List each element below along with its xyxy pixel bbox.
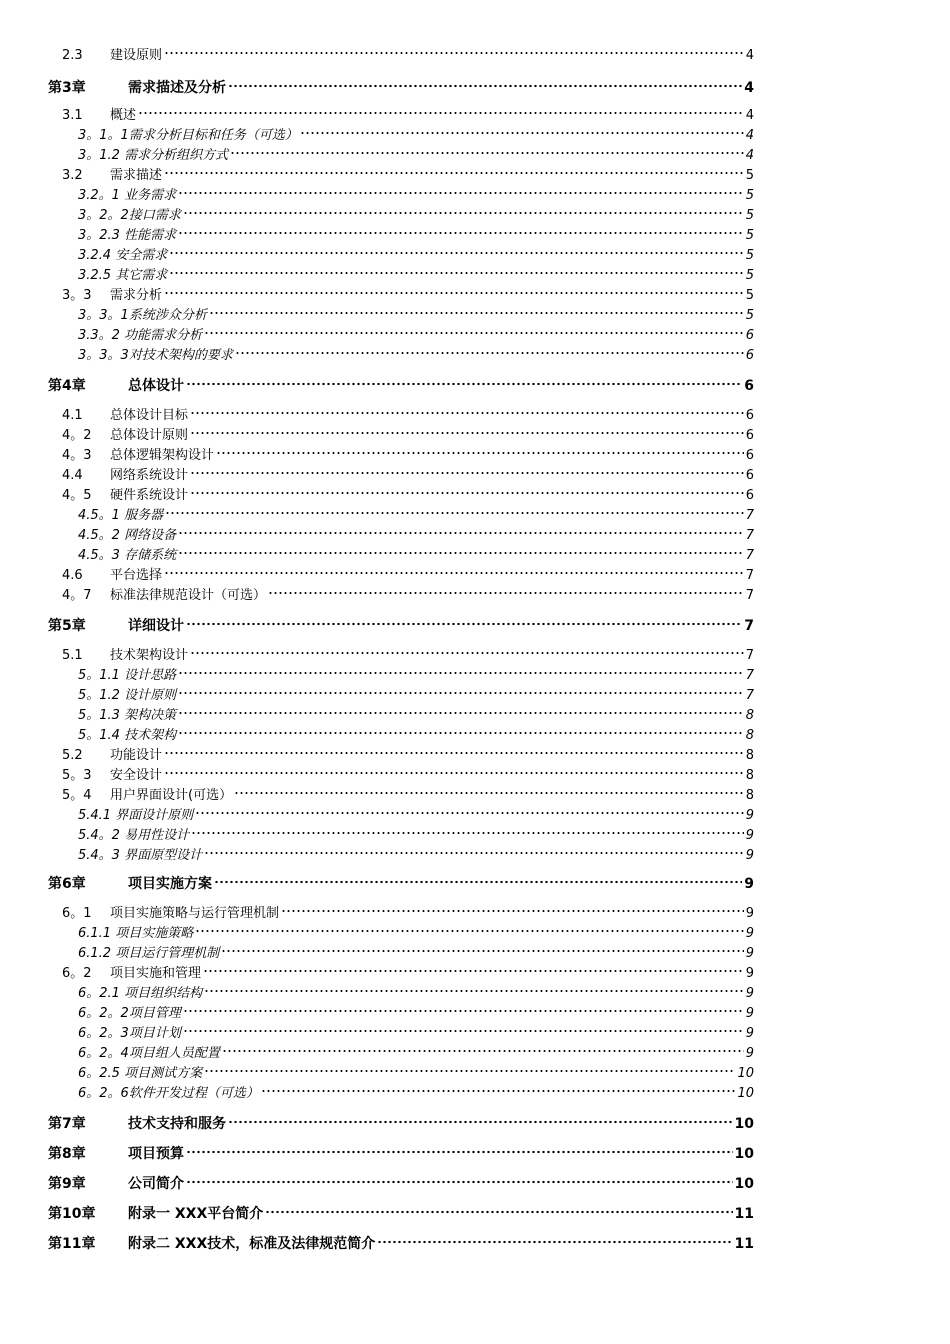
- toc-entry-title: [62, 786, 232, 806]
- toc-section-number: 4.4: [62, 468, 83, 483]
- toc-entry-title: [78, 506, 163, 526]
- toc-page-number: 5: [745, 248, 754, 263]
- toc-entry-title: [48, 1204, 263, 1224]
- toc-entry-title: [78, 306, 207, 326]
- toc-page-number: 6: [745, 328, 754, 343]
- toc-dot-leader: [300, 130, 744, 136]
- toc-subsection-entry[interactable]: [78, 146, 754, 166]
- toc-entry-text: 详细设计: [128, 618, 184, 634]
- toc-entry-text: 5.4。2 易用性设计: [78, 828, 190, 843]
- toc-section-entry[interactable]: [62, 746, 754, 766]
- toc-subsection-entry[interactable]: [78, 246, 754, 266]
- toc-dot-leader: [183, 1008, 744, 1014]
- toc-chapter-entry[interactable]: [48, 1114, 754, 1134]
- toc-entry-text: 5。1.4 技术架构: [78, 728, 177, 743]
- toc-entry-title: [78, 326, 202, 346]
- toc-dot-leader: [204, 850, 744, 856]
- toc-entry-title: [62, 46, 162, 66]
- toc-entry-title: [78, 246, 167, 266]
- toc-dot-leader: [138, 110, 744, 116]
- toc-subsection-entry[interactable]: [78, 186, 754, 206]
- toc-entry-title: [78, 686, 176, 706]
- toc-dot-leader: [191, 830, 744, 836]
- toc-subsection-entry[interactable]: [78, 1004, 754, 1024]
- toc-page-number: 9: [745, 828, 754, 843]
- toc-section-number: 2.3: [62, 48, 83, 63]
- toc-dot-leader: [195, 810, 744, 816]
- toc-entry-title: [78, 944, 219, 964]
- toc-entry-text: 6。2.5 项目测试方案: [78, 1066, 203, 1081]
- toc-entry-text: 网络系统设计: [110, 468, 189, 483]
- toc-entry-title: [48, 616, 184, 636]
- toc-dot-leader: [164, 750, 744, 756]
- toc-section-number: 5。3: [62, 768, 92, 783]
- toc-page-number: 8: [745, 768, 754, 783]
- toc-entry-title: [62, 166, 162, 186]
- toc-section-number: 6。1: [62, 906, 92, 921]
- toc-entry-title: [78, 1004, 181, 1024]
- toc-page-number: 7: [745, 688, 754, 703]
- toc-dot-leader: [186, 1179, 733, 1185]
- toc-dot-leader: [216, 450, 744, 456]
- toc-subsection-entry[interactable]: [78, 924, 754, 944]
- toc-subsection-entry[interactable]: [78, 526, 754, 546]
- toc-entry-title: [48, 874, 212, 894]
- toc-subsection-entry[interactable]: [78, 1024, 754, 1044]
- toc-entry-text: 安全设计: [110, 768, 163, 783]
- toc-entry-title: [78, 924, 193, 944]
- toc-page-number: 9: [745, 848, 754, 863]
- toc-entry-text: 建设原则: [110, 48, 163, 63]
- toc-subsection-entry[interactable]: [78, 806, 754, 826]
- toc-chapter-entry[interactable]: [48, 1204, 754, 1224]
- toc-entry-title: [62, 904, 279, 924]
- toc-page-number: 5: [745, 188, 754, 203]
- toc-dot-leader: [164, 570, 744, 576]
- toc-entry-title: [62, 406, 188, 426]
- toc-page-number: 6: [745, 488, 754, 503]
- toc-section-number: 6。2: [62, 966, 92, 981]
- toc-entry-text: 需求描述及分析: [128, 80, 226, 96]
- toc-entry-title: [78, 826, 189, 846]
- toc-page-number: 10: [737, 1086, 754, 1101]
- toc-entry-title: [48, 376, 184, 396]
- toc-page-number: 4: [745, 48, 754, 63]
- toc-chapter-number: 第8章: [48, 1146, 86, 1162]
- toc-section-entry[interactable]: [62, 426, 754, 446]
- toc-entry-title: [62, 106, 136, 126]
- toc-dot-leader: [222, 1048, 744, 1054]
- toc-section-entry[interactable]: [62, 964, 754, 984]
- toc-entry-title: [78, 346, 233, 366]
- toc-chapter-entry[interactable]: [48, 376, 754, 396]
- toc-entry-title: [62, 566, 162, 586]
- toc-page-number: 5: [745, 288, 754, 303]
- toc-dot-leader: [186, 1149, 733, 1155]
- toc-dot-leader: [165, 510, 744, 516]
- toc-section-number: 3.2: [62, 168, 83, 183]
- toc-subsection-entry[interactable]: [78, 206, 754, 226]
- toc-page-number: 9: [745, 1026, 754, 1041]
- toc-entry-text: 5。1.1 设计思路: [78, 668, 177, 683]
- toc-chapter-entry[interactable]: [48, 1234, 754, 1254]
- toc-entry-text: 3。3。3对技术架构的要求: [78, 348, 233, 363]
- toc-page-number: 7: [745, 588, 754, 603]
- toc-entry-title: [78, 706, 176, 726]
- toc-entry-text: 标准法律规范设计（可选）: [110, 588, 267, 603]
- toc-entry-title: [78, 186, 176, 206]
- toc-entry-text: 6.1.2 项目运行管理机制: [78, 946, 220, 961]
- toc-entry-text: 技术支持和服务: [128, 1116, 226, 1132]
- toc-page-number: 9: [745, 986, 754, 1001]
- toc-dot-leader: [178, 190, 744, 196]
- toc-section-number: 4。7: [62, 588, 92, 603]
- toc-subsection-entry[interactable]: [78, 546, 754, 566]
- toc-section-entry[interactable]: [62, 646, 754, 666]
- toc-page-number: 10: [734, 1176, 754, 1192]
- toc-entry-text: 项目实施方案: [128, 876, 212, 892]
- toc-page-number: 7: [745, 528, 754, 543]
- toc-dot-leader: [178, 670, 744, 676]
- toc-entry-text: 5.4。3 界面原型设计: [78, 848, 203, 863]
- toc-entry-text: 3.2.5 其它需求: [78, 268, 168, 283]
- toc-section-entry[interactable]: [62, 786, 754, 806]
- toc-section-entry[interactable]: [62, 586, 754, 606]
- toc-page-number: 8: [745, 708, 754, 723]
- toc-page-number: 7: [745, 648, 754, 663]
- toc-dot-leader: [183, 1028, 744, 1034]
- toc-section-entry[interactable]: [62, 486, 754, 506]
- toc-page-number: 6: [745, 348, 754, 363]
- toc-entry-title: [78, 846, 202, 866]
- toc-entry-title: [78, 1084, 259, 1104]
- toc-chapter-number: 第4章: [48, 378, 86, 394]
- toc-chapter-entry[interactable]: [48, 78, 754, 98]
- toc-entry-title: [48, 78, 226, 98]
- toc-page-number: 8: [745, 748, 754, 763]
- toc-entry-title: [78, 146, 228, 166]
- toc-dot-leader: [178, 690, 744, 696]
- toc-section-number: 5。4: [62, 788, 92, 803]
- toc-page-number: 9: [745, 1046, 754, 1061]
- toc-page-number: 9: [745, 966, 754, 981]
- toc-section-entry[interactable]: [62, 166, 754, 186]
- toc-dot-leader: [178, 550, 744, 556]
- toc-dot-leader: [228, 1119, 733, 1125]
- toc-entry-text: 总体设计原则: [110, 428, 189, 443]
- toc-section-entry[interactable]: [62, 106, 754, 126]
- toc-entry-text: 功能设计: [110, 748, 163, 763]
- toc-chapter-number: 第6章: [48, 876, 86, 892]
- toc-entry-text: 4.5。1 服务器: [78, 508, 164, 523]
- toc-entry-title: [78, 1064, 202, 1084]
- toc-entry-text: 需求描述: [110, 168, 163, 183]
- toc-subsection-entry[interactable]: [78, 1044, 754, 1064]
- toc-page-number: 9: [745, 926, 754, 941]
- toc-entry-title: [62, 964, 201, 984]
- toc-entry-title: [78, 1024, 181, 1044]
- toc-section-number: 5.1: [62, 648, 83, 663]
- toc-entry-title: [62, 486, 188, 506]
- toc-dot-leader: [281, 908, 744, 914]
- toc-page-number: 5: [745, 168, 754, 183]
- toc-entry-title: [62, 646, 188, 666]
- toc-page-number: 7: [745, 668, 754, 683]
- toc-dot-leader: [261, 1088, 736, 1094]
- toc-dot-leader: [265, 1209, 732, 1215]
- toc-chapter-number: 第11章: [48, 1236, 96, 1252]
- toc-entry-text: 公司简介: [128, 1176, 184, 1192]
- toc-dot-leader: [186, 381, 742, 387]
- toc-dot-leader: [221, 948, 744, 954]
- toc-entry-title: [78, 126, 298, 146]
- toc-entry-text: 平台选择: [110, 568, 163, 583]
- toc-page-number: 9: [745, 808, 754, 823]
- toc-entry-title: [78, 546, 176, 566]
- toc-page-number: 10: [734, 1146, 754, 1162]
- toc-entry-text: 6.1.1 项目实施策略: [78, 926, 194, 941]
- toc-dot-leader: [204, 330, 744, 336]
- toc-section-number: 4。3: [62, 448, 92, 463]
- toc-chapter-entry[interactable]: [48, 1144, 754, 1164]
- toc-entry-text: 6。2.1 项目组织结构: [78, 986, 203, 1001]
- toc-subsection-entry[interactable]: [78, 306, 754, 326]
- toc-dot-leader: [164, 170, 744, 176]
- toc-entry-text: 3.2。1 业务需求: [78, 188, 177, 203]
- toc-page-number: 6: [745, 408, 754, 423]
- toc-chapter-number: 第9章: [48, 1176, 86, 1192]
- toc-dot-leader: [195, 928, 744, 934]
- toc-dot-leader: [178, 530, 744, 536]
- toc-entry-text: 6。2。4项目组人员配置: [78, 1046, 220, 1061]
- toc-entry-text: 5.4.1 界面设计原则: [78, 808, 194, 823]
- toc-page-number: 4: [745, 148, 754, 163]
- toc-subsection-entry[interactable]: [78, 846, 754, 866]
- toc-entry-text: 6。2。6软件开发过程（可选）: [78, 1086, 259, 1101]
- toc-page-number: 5: [745, 228, 754, 243]
- toc-entry-text: 概述: [110, 108, 137, 123]
- toc-entry-title: [78, 984, 202, 1004]
- toc-page-number: 9: [745, 906, 754, 921]
- toc-dot-leader: [190, 430, 744, 436]
- toc-chapter-entry[interactable]: [48, 616, 754, 636]
- toc-section-entry[interactable]: [62, 406, 754, 426]
- toc-page-number: 7: [744, 618, 754, 634]
- toc-subsection-entry[interactable]: [78, 326, 754, 346]
- toc-entry-text: 3。3。1系统涉众分析: [78, 308, 207, 323]
- toc-entry-text: 附录二 XXX技术，标准及法律规范简介: [128, 1236, 376, 1252]
- toc-dot-leader: [234, 790, 744, 796]
- toc-entry-text: 3。1。1需求分析目标和任务（可选）: [78, 128, 298, 143]
- toc-subsection-entry[interactable]: [78, 126, 754, 146]
- toc-dot-leader: [186, 621, 742, 627]
- toc-entry-text: 项目实施策略与运行管理机制: [110, 906, 280, 921]
- toc-dot-leader: [268, 590, 744, 596]
- toc-entry-text: 3.2.4 安全需求: [78, 248, 168, 263]
- toc-section-entry[interactable]: [62, 904, 754, 924]
- toc-dot-leader: [190, 410, 744, 416]
- toc-entry-text: 3。1.2 需求分析组织方式: [78, 148, 229, 163]
- toc-entry-title: [62, 446, 214, 466]
- toc-entry-text: 5。1.2 设计原则: [78, 688, 177, 703]
- toc-entry-title: [62, 466, 188, 486]
- toc-entry-text: 项目实施和管理: [110, 966, 202, 981]
- toc-page-number: 10: [737, 1066, 754, 1081]
- toc-subsection-entry[interactable]: [78, 726, 754, 746]
- toc-subsection-entry[interactable]: [78, 266, 754, 286]
- toc-subsection-entry[interactable]: [78, 226, 754, 246]
- toc-section-entry[interactable]: [62, 466, 754, 486]
- toc-entry-title: [78, 526, 176, 546]
- toc-dot-leader: [190, 490, 744, 496]
- toc-dot-leader: [230, 150, 744, 156]
- toc-dot-leader: [169, 250, 744, 256]
- toc-chapter-entry[interactable]: [48, 874, 754, 894]
- toc-entry-text: 3。2。2接口需求: [78, 208, 181, 223]
- toc-entry-text: 技术架构设计: [110, 648, 189, 663]
- toc-dot-leader: [204, 988, 744, 994]
- toc-subsection-entry[interactable]: [78, 984, 754, 1004]
- toc-dot-leader: [178, 730, 744, 736]
- toc-entry-title: [78, 226, 176, 246]
- toc-section-entry[interactable]: [62, 446, 754, 466]
- toc-entry-text: 6。2。2项目管理: [78, 1006, 181, 1021]
- toc-section-entry[interactable]: [62, 286, 754, 306]
- toc-dot-leader: [169, 270, 744, 276]
- toc-dot-leader: [164, 50, 744, 56]
- toc-entry-text: 3。2.3 性能需求: [78, 228, 177, 243]
- toc-page-number: 4: [745, 108, 754, 123]
- toc-dot-leader: [214, 879, 742, 885]
- toc-entry-text: 6。2。3项目计划: [78, 1026, 181, 1041]
- toc-page-number: 5: [745, 268, 754, 283]
- toc-page-number: 7: [745, 548, 754, 563]
- toc-page-number: 5: [745, 208, 754, 223]
- toc-dot-leader: [178, 230, 744, 236]
- toc-page-number: 9: [745, 946, 754, 961]
- toc-page-number: 6: [745, 468, 754, 483]
- toc-dot-leader: [164, 290, 744, 296]
- toc-page-number: 4: [744, 80, 754, 96]
- toc-entry-text: 需求分析: [110, 288, 163, 303]
- toc-section-entry[interactable]: [62, 46, 754, 66]
- toc-page-number: 9: [745, 1006, 754, 1021]
- toc-page-number: 10: [734, 1116, 754, 1132]
- toc-page-number: 9: [744, 876, 754, 892]
- toc-subsection-entry[interactable]: [78, 666, 754, 686]
- toc-dot-leader: [204, 1068, 735, 1074]
- toc-section-entry[interactable]: [62, 566, 754, 586]
- toc-subsection-entry[interactable]: [78, 686, 754, 706]
- toc-dot-leader: [190, 470, 744, 476]
- toc-page-number: 6: [745, 428, 754, 443]
- toc-entry-title: [62, 286, 162, 306]
- toc-dot-leader: [377, 1239, 732, 1245]
- toc-entry-text: 附录一 XXX平台简介: [128, 1206, 264, 1222]
- toc-section-entry[interactable]: [62, 766, 754, 786]
- toc-entry-text: 总体逻辑架构设计: [110, 448, 215, 463]
- toc-dot-leader: [190, 650, 744, 656]
- toc-entry-title: [48, 1144, 184, 1164]
- toc-entry-text: 3.3。2 功能需求分析: [78, 328, 203, 343]
- toc-section-number: 3.1: [62, 108, 83, 123]
- toc-page-number: 6: [745, 448, 754, 463]
- toc-section-number: 4.1: [62, 408, 83, 423]
- toc-entry-text: 总体设计: [128, 378, 184, 394]
- toc-entry-title: [62, 586, 266, 606]
- toc-entry-text: 用户界面设计(可选）: [110, 788, 233, 803]
- toc-entry-title: [48, 1114, 226, 1134]
- toc-section-number: 4。5: [62, 488, 92, 503]
- toc-dot-leader: [203, 968, 744, 974]
- toc-page-number: 7: [745, 568, 754, 583]
- toc-entry-title: [78, 806, 193, 826]
- toc-entry-title: [78, 666, 176, 686]
- toc-subsection-entry[interactable]: [78, 826, 754, 846]
- toc-subsection-entry[interactable]: [78, 1064, 754, 1084]
- toc-entry-title: [78, 266, 167, 286]
- toc-chapter-number: 第10章: [48, 1206, 96, 1222]
- toc-entry-title: [62, 746, 162, 766]
- toc-dot-leader: [178, 710, 744, 716]
- toc-dot-leader: [209, 310, 744, 316]
- toc-subsection-entry[interactable]: [78, 506, 754, 526]
- toc-entry-title: [62, 766, 162, 786]
- toc-dot-leader: [235, 350, 744, 356]
- toc-entry-title: [78, 206, 181, 226]
- toc-subsection-entry[interactable]: [78, 1084, 754, 1104]
- toc-subsection-entry[interactable]: [78, 706, 754, 726]
- toc-section-number: 5.2: [62, 748, 83, 763]
- toc-chapter-number: 第7章: [48, 1116, 86, 1132]
- toc-section-number: 3。3: [62, 288, 92, 303]
- toc-page-number: 6: [744, 378, 754, 394]
- toc-entry-title: [62, 426, 188, 446]
- toc-entry-text: 项目预算: [128, 1146, 184, 1162]
- toc-dot-leader: [228, 83, 742, 89]
- toc-entry-text: 5。1.3 架构决策: [78, 708, 177, 723]
- toc-entry-text: 4.5。2 网络设备: [78, 528, 177, 543]
- toc-page-number: 8: [745, 788, 754, 803]
- toc-page-number: 11: [734, 1206, 754, 1222]
- toc-chapter-number: 第5章: [48, 618, 86, 634]
- toc-section-number: 4.6: [62, 568, 83, 583]
- toc-dot-leader: [183, 210, 744, 216]
- toc-chapter-number: 第3章: [48, 80, 86, 96]
- toc-page-number: 4: [745, 128, 754, 143]
- toc-entry-title: [78, 1044, 220, 1064]
- toc-subsection-entry[interactable]: [78, 944, 754, 964]
- toc-subsection-entry[interactable]: [78, 346, 754, 366]
- toc-dot-leader: [164, 770, 744, 776]
- toc-entry-title: [78, 726, 176, 746]
- toc-page-number: 8: [745, 728, 754, 743]
- toc-entry-text: 硬件系统设计: [110, 488, 189, 503]
- toc-entry-text: 4.5。3 存储系统: [78, 548, 177, 563]
- toc-page-number: 5: [745, 308, 754, 323]
- toc-entry-title: [48, 1174, 184, 1194]
- toc-page-number: 11: [734, 1236, 754, 1252]
- toc-entry-title: [48, 1234, 375, 1254]
- toc-section-number: 4。2: [62, 428, 92, 443]
- toc-page-number: 7: [745, 508, 754, 523]
- toc-chapter-entry[interactable]: [48, 1174, 754, 1194]
- toc-entry-text: 总体设计目标: [110, 408, 189, 423]
